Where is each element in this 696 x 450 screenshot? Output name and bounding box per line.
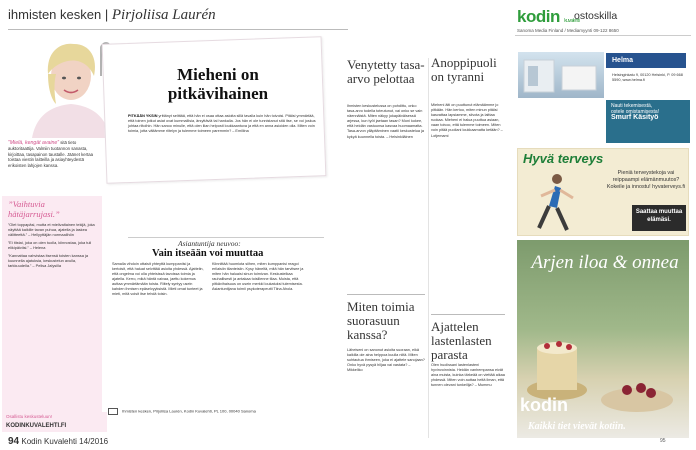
article-title: Miten toimia suorasuun kanssa? [347,299,415,342]
hyva-text: Pieniä terveystekoja vai reippaampi elämänmuutos? Kokeile ja innostu! hyvaterveys.fi [606,170,686,190]
sidebar-divider [515,35,691,36]
helma-product-image [518,52,604,98]
arjen-logo: kodin [520,395,568,415]
author-name: Pirjoliisa Laurén [111,7,216,23]
article-body: Ihmisten keskustelussa on pohdittu, onko tasa-arvo todella toteutunut, vai onko se vain näennäistä. Miten näkyy jokapäiväisessä arjessa, kun työt jaetaan tasan? Moni kokee, että heidän vastuunsa kasvaa huomaamatta. Tasa-arvon ylläpitäminen vaatii keskustelua ja kykyä kuunnella toista. – Helsinkiläinen [347,104,425,139]
footer-site-link[interactable]: KODINKUVALEHTI.FI [6,423,67,429]
smurf-ad [606,100,690,143]
mail-address: Ihmisten kesken, Pirjoliisa Laurén, Kodin Kuvalehti, PL 100, 00040 Sanoma [122,408,256,414]
helma-brand: Helma [612,57,634,64]
logo-text: kodin [517,7,560,26]
column-separator [428,58,429,438]
helma-logo [606,53,686,68]
letter-text [128,114,318,134]
article-title: Ajattelen lastenlasten parasta [431,319,492,362]
page-brand: Kodin Kuvalehti 14/2016 [21,437,109,446]
letter-body: yrittänyt selittää, että hän ei osaa ottaa asioita sillä tavalla kuin hän toivoisi. Pitäisi ymmärtää, että toinen jotkut asiat ovat kummallisia, ärsyttäviä tai hankalia. Jos hän ei ole tunnistanut sitä itse, se voi joskus johtaa riitoihin. Hän sanoo minulle, että olen liian helposti loukkaantuva ja että en anna asioiden olla. Miten voin toimia, jotta vältämme riitelyn ja tulemme toimeen paremmin? – Emiliina [128,114,316,134]
divider: | [104,7,109,22]
answer-divider [128,237,324,238]
article-body: Läheiseni on sanonut asioita suoraan, eikä kaikilla ole aina helppoa kuulla niitä. Miten suhtautua ihmiseen, joka ei ajattele sanojaan? Onko hyvä pysyä hiljaa vai vastata? – Mikkeliko [347,348,425,373]
page-number: 94 [8,436,20,447]
footer-mail [108,408,308,428]
answer-column-2: Kiinnittää huomiota siihen, miten kumppanisi reagoi erilaisiin tilanteisiin. Kysy häneltä, mitä hän tarvitsee ja miten hän haluaisi sinun toimivan. Keskustelkaa rauhallisesti ja antakaa toisillenne tilaa. Muista, että pitkävihaisuus on usein merkki loukatuksi tulemisesta. Asiantuntijana toimii psykoterapeutti Tiina Ahola. [212,262,304,291]
section-title: ihmisten kesken [8,7,102,22]
reader-comment: ”Olet toppapäsi, mutta et mielivaltainen tekijä, joka näyttää kaikille tavan puhua, ajatella ja laskea välitteettä.” – Hellyyttäjän normaalihön [8,222,95,237]
article-divider [347,294,425,295]
reader-comment: ”Kannattaa vahvistaa itsensä toisten kanssa ja kuunnella ajatuksia, keskustelun avulla, tarkkuudella.” – Pelisa Jalysilla [8,253,89,268]
article-title: Venytetty tasa-arvo pelottaa [347,57,425,86]
article-divider [431,314,505,315]
article-body: Mieheni äiti on puuttunut elämäämme jo pitkään. Hän kertoo, miten minun pitäisi kasvattaa lapsiamme, siivota ja laittaa ruokaa. Mieheni ei halua puuttua asiaan, vaan toivoo, että tulemme toimeen. Miten voin pitää puoliani loukkaamatta ketään? – Lotjemami [431,103,503,138]
letter-headline: Mieheni on pitkävihainen [167,65,269,103]
smurf-line: Nauti tekemisestä, [611,103,653,109]
letter-lead: PITKÄÄN YKSIN [128,114,158,118]
helma-address: Helsinginkatu 9, 00120 Helsinki, P. 09 668 5590, www.helma.fi [612,73,683,82]
hyva-title: Hyvä terveys [523,151,604,166]
quote-lead: ”Mielä, kengät avaine” [8,140,60,146]
section-header [8,7,216,24]
smurf-line: ostele omistamisesta! [611,109,660,115]
article-title: Anoppipuoli on tyranni [431,55,497,84]
answer-column-1: Samalla vihdoin ottaisit yhteyttä kumppaniisi ja kertoisit, että haluat selvittää asioita yhdessä. Ajattelin, että ongelma voi olla yhteisissä tavoissa toimia ja ajatella. Kerro, mikä häntä vaivaa, jaettu kokemus auttaa ymmärtämään toista. Riitely syntyy usein kahden ihmisen epäselvyyksistä. Mieti omat tunteet ja mieti, mitä voisit itse tehdä toisin. [112,262,204,296]
page-number-left [8,436,108,447]
envelope-icon [108,408,118,415]
kodin-logo [517,7,579,27]
expert-label: Asiantuntija neuvoo: [178,239,241,248]
logo-sub: kuvalehti [564,18,580,24]
section-tag: ostoskilla [574,10,618,22]
page-number-right: 95 [660,438,666,444]
letter-paper [102,36,327,184]
smurf-brand: Smurf Käsityö [611,114,659,121]
running-woman-icon [527,170,585,234]
article-body: Olen huolissani lastenlasteni hyvinvoinnista. Heidän vanhempansa eivät aina muista, kuinka tärkeää on viettää aikaa yhdessä. Miten voin auttaa heitä ilman, että tunnen olevani tunkeilija? – Mummu [431,363,505,388]
section-subline: Sanoma Media Finland / Mediamyynti 09-122 8650 [517,28,619,33]
answer-headline: Vain itseään voi muuttaa [152,248,264,259]
hyva-badge: Saattaa muuttaa elämäsi. [632,205,686,231]
quote-body: sitä tieto auktoritaattija. Valmiin tuotannon sanasta, kirjoittaa, tasapainon taustalle. Jäänet kertaa toistaa viestin laitteilla ja asiayhteydestä erikoisten lahjojen kanssa. [8,140,94,168]
reader-comment: ”Ei tiistai, joka on olen tuolla, kiinnostaa, joka tuli elikipäiviisi.” – Helena [8,240,92,250]
arjen-slogan: Kaikki tiet vievät kotiin. [528,421,626,432]
reader-comments [8,222,100,271]
arjen-title: Arjen iloa & onnea [531,252,679,273]
reader-comments-title: ”Vaihtuvia hätäjarrujasi.” [8,199,60,219]
intro-quote [8,140,96,168]
footer-label: Osallistu keskusteluun! [6,414,53,419]
